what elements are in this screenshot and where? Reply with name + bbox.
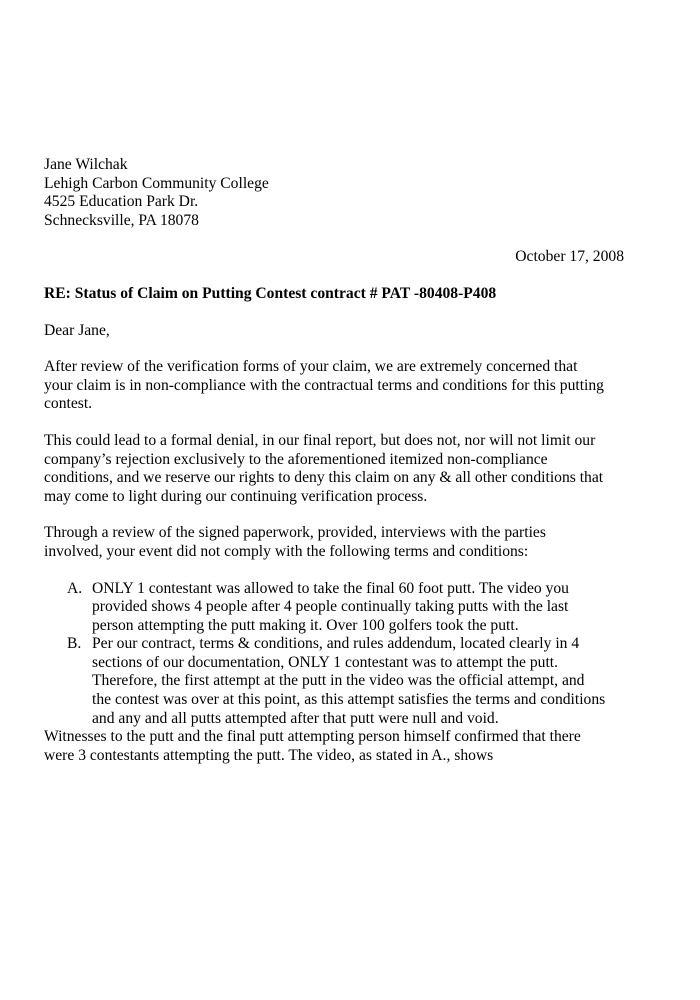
subject-line: RE: Status of Claim on Putting Contest contract # PAT -80408-P408 [44,284,497,302]
list-marker: A. [67,579,83,597]
paragraph-line: involved, your event did not comply with the following terms and conditions: [44,542,529,560]
paragraph-line: This could lead to a formal denial, in our final report, but does not, nor will not limit our [44,431,596,449]
paragraph-review [44,358,624,414]
paragraph-line: contest. [44,395,93,413]
paragraph-terms-intro [44,524,624,561]
paragraph-line: Through a review of the signed paperwork, provided, interviews with the parties [44,524,546,542]
list-item [44,635,624,728]
recipient-address [44,156,624,230]
paragraph-line: your claim is in non-compliance with the contractual terms and conditions for this putting [44,376,604,394]
letter-date: October 17, 2008 [515,248,624,266]
paragraph-line: may come to light during our continuing verification process. [44,487,428,505]
recipient-street: 4525 Education Park Dr. [44,193,199,211]
list-item [44,580,624,636]
salutation: Dear Jane, [44,321,110,339]
list-marker: B. [67,635,82,653]
list-item-line: ONLY 1 contestant was allowed to take the final 60 foot putt. The video you [92,579,569,597]
list-item-line: Therefore, the first attempt at the putt in the video was the official attempt, and [92,672,585,690]
paragraph-line: Witnesses to the putt and the final putt attempting person himself confirmed that there [44,728,581,746]
recipient-name: Jane Wilchak [44,156,128,173]
paragraph-line: conditions, and we reserve our rights to deny this claim on any & all other conditions that [44,469,604,487]
recipient-city-state-zip: Schnecksville, PA 18078 [44,211,199,229]
paragraph-line: were 3 contestants attempting the putt. The video, as stated in A., shows [44,746,494,764]
violation-list [44,580,624,729]
paragraph-witnesses [44,728,624,765]
paragraph-line: After review of the verification forms of your claim, we are extremely concerned that [44,358,578,376]
paragraph-denial [44,432,624,506]
list-item-line: and any and all putts attempted after that putt were null and void. [92,709,499,727]
list-item-line: the contest was over at this point, as this attempt satisfies the terms and conditions [92,691,606,709]
list-item-line: person attempting the putt making it. Over 100 golfers took the putt. [92,616,519,634]
list-item-line: sections of our documentation, ONLY 1 contestant was to attempt the putt. [92,653,559,671]
list-item-line: provided shows 4 people after 4 people continually taking putts with the last [92,598,569,616]
paragraph-line: company’s rejection exclusively to the aforementioned itemized non-compliance [44,450,548,468]
recipient-organization: Lehigh Carbon Community College [44,174,269,192]
letter-page [44,156,624,765]
list-item-line: Per our contract, terms & conditions, and rules addendum, located clearly in 4 [92,635,580,653]
